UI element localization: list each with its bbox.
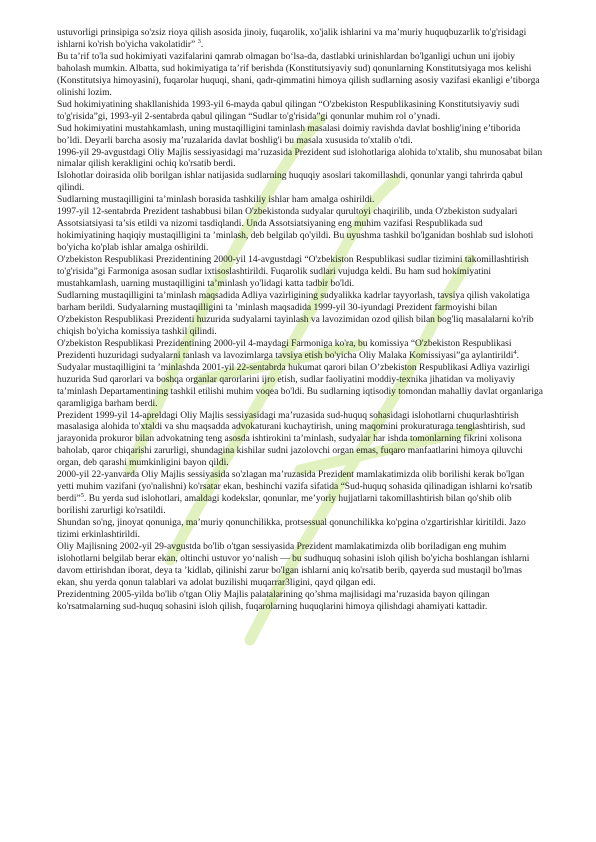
paragraph-12: Sudyalar mustaqilligini ta ’minlashda 2001-yil 22-sentabrda hukumat qarori bilan O’zbekiston Respublikasi Adliya vazirligi huzurida Sud qarorlari va boshqa organlar qarorlarini ijro etish, sudlar faoliyatini moddiy-texnika jihatidan va moliyaviy ta’minlash Departamentining tashkil etilishi muhim voqea bo'ldi. Bu sudlarning iqtisodiy tomondan mahalliy davlat organlariga qaramligiga barham berdi. [57, 362, 543, 409]
paragraph-4: Sud hokimiyatini mustahkamlash, uning mustaqilligini taminlash masalasi doimiy ravishda davlat boshlig'ining e’tiborida bo’ldi. Deyarli barcha asosiy ma’ruzalarida davlat boshlig'i bu masala xususida to'xtalib o'tdi. [57, 123, 521, 146]
paragraph-14: 2000-yil 22-yanvarda Oliy Majlis sessiyasida so'zlagan ma’ruzasida Prezident mamlakatimizda olib borilishi kerak bo'lgan yetti muhim vazifani (yo'nalishni) ko'rsatar ekan, beshinchi vazifa sifatida “Sud-huquq sohasida qilinadigan ishlarni ko'rsatib berdi”$^5$. Bu yerda sud islohotlari, amaldagi kodekslar, qonunlar, me’yoriy hujjatlarni takomillashtirish bilan qo'shib olib borilishi zarurligi ko'rsatildi. [57, 470, 533, 517]
paragraph-6: Islohotlar doirasida olib borilgan ishlar natijasida sudlarning huquqiy asoslari takomillashdi, qonunlar yangi tahrirda qabul qilindi. [57, 171, 523, 194]
paragraph-2: Bu ta’rif to'la sud hokimiyati vazifalarini qamrab olmagan bo‘lsa-da, dastlabki urinishlardan bo'lganligi uchun uni ijobiy baholash mumkin. Albatta, sud hokimiyatiga ta’rif berishda (Konstitutsiyaviy sud) qonunlarning Konstitutsiyaga mos kelishi (Konstitutsiya himoyasini), fuqarolar huquqi, shani, qadr-qimmatini himoya qilish sudlarning asosiy vazifasi ekanligi e’tiborga olinishi lozim. [57, 51, 540, 98]
document-page [57, 28, 543, 614]
paragraph-10: Sudlarning mustaqilligini ta’minlash maqsadida Adliya vazirligining sudyalikka kadrlar tayyorlash, tavsiya qilish vakolatiga barham berildi. Sudyalarning mustaqilligini ta ’minlash maqsadida 1999-yil 30-iyundagi Prezident farmoyishi bilan O'zbekiston Respublikasi Prezidenti huzurida sudyalarni tayinlash va lavozimidan ozod qilish bilan bog'liq masalalarni ko'rib chiqish bo'yicha komissiya tashkil qilindi. [57, 290, 534, 337]
paragraph-3: Sud hokimiyatining shakllanishida 1993-yil 6-mayda qabul qilingan “O'zbekiston Respublikasining Konstitutsiyaviy sudi to'g'risida”gi, 1993-yil 2-sentabrda qabul qilingan “Sudlar to'g'risida”gi qonunlar muhim rol o’ynadi. [57, 99, 520, 122]
paragraph-17: Prezidentning 2005-yilda bo'lib o'tgan Oliy Majlis palatalarining qo’shma majlisidagi ma’ruzasida bayon qilingan ko'rsatmalarning sud-huquq sohasini isloh qilish, fuqarolarning huquqlarini himoya qilishdagi ahamiyati kattadir. [57, 589, 490, 612]
paragraph-16: Oliy Majlisning 2002-yil 29-avgustda bo'lib o'tgan sessiyasida Prezident mamlakatimizda olib boriladigan eng muhim islohotlarni belgilab berar ekan, oltinchi ustuvor yo‘nalish — bu sudhuquq sohasini isloh qilish bo'yicha boshlangan ishlarni davom ettirishdan iborat, deya ta ’kidlab, qilinishi zarur bo'lgan ishlarni aniq ko'rsatib berib, qayerda sud mustaqil bo'lmas ekan, shu yerda qonun talablari va adolat buzilishi muqarrar3ligini, qayd qilgan edi. [57, 541, 530, 588]
paragraph-7: Sudlarning mustaqilligini ta’minlash borasida tashkiliy ishlar ham amalga oshirildi. [57, 195, 375, 206]
paragraph-8: 1997-yil 12-sentabrda Prezident tashabbusi bilan O'zbekistonda sudyalar qurultoyi chaqirilib, unda O'zbekiston sudyalari Assotsiatsiyasi ta’sis etildi va nizomi tasdiqlandi. Unda Assotsiatsiyaning eng muhim vazifasi Respublikada sud hokimiyatining haqiqiy mustaqilligini ta ’minlash, deb belgilab qo'yildi. Bu uyushma tashkil bo'lganidan boshlab sud islohoti bo'yicha ko'plab ishlar amalga oshirildi. [57, 207, 534, 254]
paragraph-15: Shundan so'ng, jinoyat qonuniga, ma’muriy qonunchilikka, protsessual qonunchilikka ko'pgina o'zgartirishlar kiritildi. Jazo tizimi erkinlashtirildi. [57, 518, 526, 541]
paragraph-11: O'zbekiston Respublikasi Prezidentining 2000-yil 4-maydagi Farmoniga ko'ra, bu komissiya “O'zbekiston Respublikasi Prezidenti huzuridagi sudyalarni tanlash va lavozimlarga tavsiya etish bo'yicha Oliy Malaka Komissiyasi”ga aylantirildi$^4$. [57, 338, 519, 361]
paragraph-13: Prezident 1999-yil 14-apreldagi Oliy Majlis sessiyasidagi ma’ruzasida sud-huquq sohasidagi islohotlarni chuqurlashtirish masalasiga alohida to'xtaldi va shu maqsadda advokaturani kuchaytirish, uning maqomini prokuraturaga tenglashtirish, sud jarayonida prokuror bilan advokatning teng asosda ishtirokini ta’minlash, sudyalar har ishda tomonlarning fikrini xolisona baholab, qaror chiqarishi zarurligi, shundagina kishilar sudni jazolovchi organ emas, fuqaro manfaatlarini himoya qiluvchi organ, deb qarashi mumkinligini bayon qildi. [57, 410, 526, 469]
paragraph-1: ustuvorligi prinsipiga so'zsiz rioya qilish asosida jinoiy, fuqarolik, xo'jalik ishlarini va ma’muriy huquqbuzarlik to'g'risidagi ishlarni ko'rish bo'yicha vakolatidir” $^3$. [57, 28, 527, 50]
paragraph-9: O'zbekiston Respublikasi Prezidentining 2000-yil 14-avgustdagi “O'zbekiston Respublikasi sudlar tizimini takomillashtirish to'g'risida”gi Farmoniga asosan sudlar ixtisoslashtirildi. Fuqarolik sudlari vujudga keldi. Bu ham sud hokimiyatini mustahkamlash, uarning mustaqilligini ta’minlash yo'lidagi katta tadbir bo'ldi. [57, 255, 529, 290]
paragraph-5: 1996-yil 29-avgustdagi Oliy Majlis sessiyasidagi ma’ruzasida Prezident sud islohotlariga alohida to'xtalib, shu munosabat bilan nimalar qilish kerakligini ochiq ko'rsatib berdi. [57, 147, 543, 170]
